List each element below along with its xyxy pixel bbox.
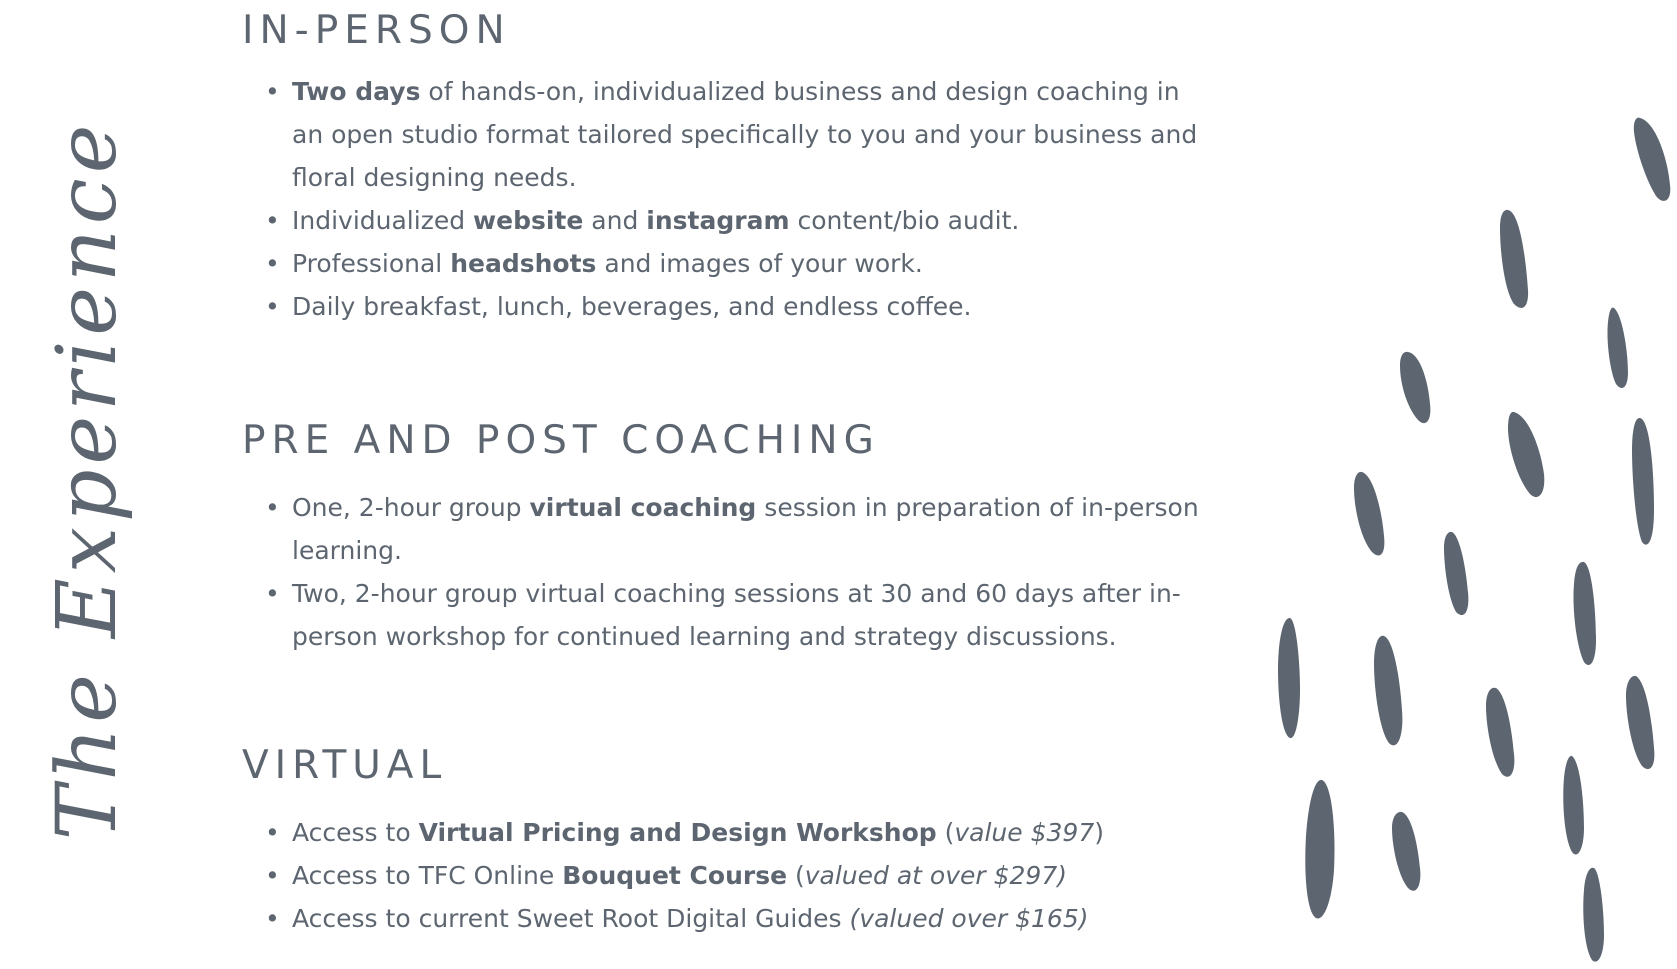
virtual-list <box>242 811 1202 940</box>
in-person-list <box>242 70 1202 328</box>
list-item: • Individualized website and instagram content/bio audit. <box>242 199 1202 242</box>
heading-virtual: VIRTUAL <box>242 743 448 788</box>
section-pre-post-coaching <box>242 416 1202 658</box>
brush-strokes <box>1278 118 1670 962</box>
heading-pre-post-coaching: PRE AND POST COACHING <box>242 418 880 463</box>
pre-post-list <box>242 486 1202 658</box>
heading-in-person: IN-PERSON <box>242 8 511 53</box>
list-item: • Access to Virtual Pricing and Design Workshop (value $397) <box>242 811 1202 854</box>
list-item: • One, 2-hour group virtual coaching session in preparation of in-person learning. <box>242 486 1202 572</box>
section-virtual <box>242 741 1202 940</box>
side-title: The Experience <box>40 119 135 841</box>
list-item: • Two, 2-hour group virtual coaching sessions at 30 and 60 days after in-person workshop for continued learning and strategy discussions. <box>242 572 1202 658</box>
list-item: • Daily breakfast, lunch, beverages, and endless coffee. <box>242 285 1202 328</box>
list-item: • Two days of hands-on, individualized business and design coaching in an open studio format tailored specifically to you and your business and floral designing needs. <box>242 70 1202 199</box>
section-in-person <box>242 6 1202 328</box>
list-item: • Professional headshots and images of your work. <box>242 242 1202 285</box>
brush-stroke-pattern <box>1260 100 1677 969</box>
list-item: • Access to TFC Online Bouquet Course (valued at over $297) <box>242 854 1202 897</box>
list-item: • Access to current Sweet Root Digital Guides (valued over $165) <box>242 897 1202 940</box>
